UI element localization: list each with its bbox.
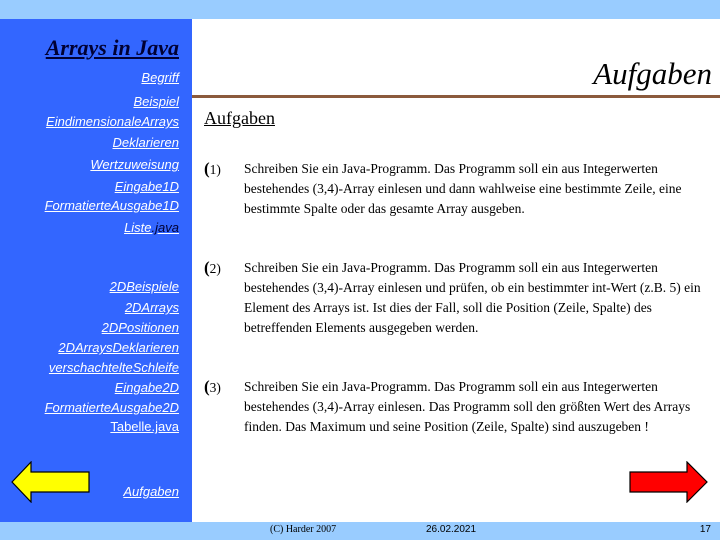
arrow-left-icon [11,461,91,503]
task-text: Schreiben Sie ein Java-Programm. Das Programm soll ein aus Integerwerten bestehendes (3,4)-Array einlesen und dann wahlweise eine bestimmte Zeile, eine bestimmte Spalte oder das gesamte Array ausgeben. [244,161,682,216]
task-bracket: ( [204,377,210,396]
task-number [204,159,240,180]
sidebar-link-liste-java[interactable] [124,220,179,235]
task-number [204,258,240,279]
sidebar-link-begriff[interactable] [141,70,179,85]
sidebar-link-eingabe1d[interactable] [115,179,179,194]
link-label: Beispiel [133,94,179,109]
link-label: FormatierteAusgabe2D [44,400,179,415]
sidebar [0,19,192,522]
sidebar-link-2d-arrays-deklarieren[interactable] [58,340,179,355]
sidebar-link-deklarieren[interactable] [113,135,179,150]
task-text: Schreiben Sie ein Java-Programm. Das Programm soll ein aus Integerwerten bestehendes (3,4)-Array einlesen. Das Programm soll den größten Wert des Arrays finden. Das Maximum und seine Position (Zeile, Spalte) sind auszugeben ! [244,379,691,434]
sidebar-link-wertzuweisung[interactable] [90,157,179,172]
task-bracket: ( [204,258,210,277]
sidebar-link-formatierte-ausgabe2d[interactable] [45,400,179,415]
next-slide-button[interactable] [629,461,709,503]
link-label-suffix: .java [151,220,179,235]
footer-date: 26.02.2021 [426,524,477,535]
previous-slide-button[interactable] [11,461,91,503]
link-label: verschachtelteSchleife [48,360,179,375]
sidebar-link-2d-arrays[interactable] [125,300,179,315]
link-label: 2DArrays [124,300,179,315]
sidebar-link-2d-beispiele[interactable] [110,279,179,294]
task-number-label: 3) [209,380,221,395]
link-label: Begriff [141,70,179,85]
footer-page-number: 17 [699,524,711,535]
link-label: Eingabe1D [114,179,179,194]
link-label: Eingabe2D [114,380,179,395]
sidebar-link-eindimensionale-arrays[interactable] [46,114,179,129]
link-label: FormatierteAusgabe1D [44,198,179,213]
link-label: 2DArraysDeklarieren [58,340,179,355]
sidebar-link-tabelle-java[interactable] [110,419,179,434]
task-text: Schreiben Sie ein Java-Programm. Das Programm soll ein aus Integerwerten bestehendes (3,4)-Array einlesen und prüfen, ob ein bestimmter int-Wert (z.B. 5) ein Element des Arrays ist. Ist dies der Fall, soll die Position (Zeile, Spalte) des betreffenden Elements ausgegeben werden. [244,260,701,335]
title-divider [192,95,720,98]
sidebar-link-aufgaben[interactable] [123,484,179,499]
sidebar-link-verschachtelte-schleife[interactable] [49,360,179,375]
link-label: Wertzuweisung [90,157,179,172]
sidebar-link-eingabe2d[interactable] [115,380,179,395]
sidebar-link-2d-positionen[interactable] [102,320,179,335]
link-label: 2DBeispiele [109,279,179,294]
arrow-right-icon [629,461,709,503]
sidebar-link-formatierte-ausgabe1d[interactable] [45,198,179,213]
footer-strip [0,522,720,540]
task-number-label: 2) [209,261,221,276]
task-number [204,377,240,398]
slide-title: Aufgaben [593,56,712,91]
task-bracket: ( [204,159,210,178]
task-number-label: 1) [209,162,221,177]
link-label: Aufgaben [123,484,179,499]
sidebar-link-beispiel[interactable] [133,94,179,109]
sidebar-title: Arrays in Java [45,35,179,60]
footer-copyright: (C) Harder 2007 [270,524,337,535]
link-label: 2DPositionen [101,320,179,335]
top-strip [0,0,720,19]
section-title: Aufgaben [204,108,275,128]
link-label: Deklarieren [112,135,179,150]
link-label: Liste [124,220,152,235]
link-label: EindimensionaleArrays [46,114,179,129]
link-label: Tabelle.java [110,419,179,434]
